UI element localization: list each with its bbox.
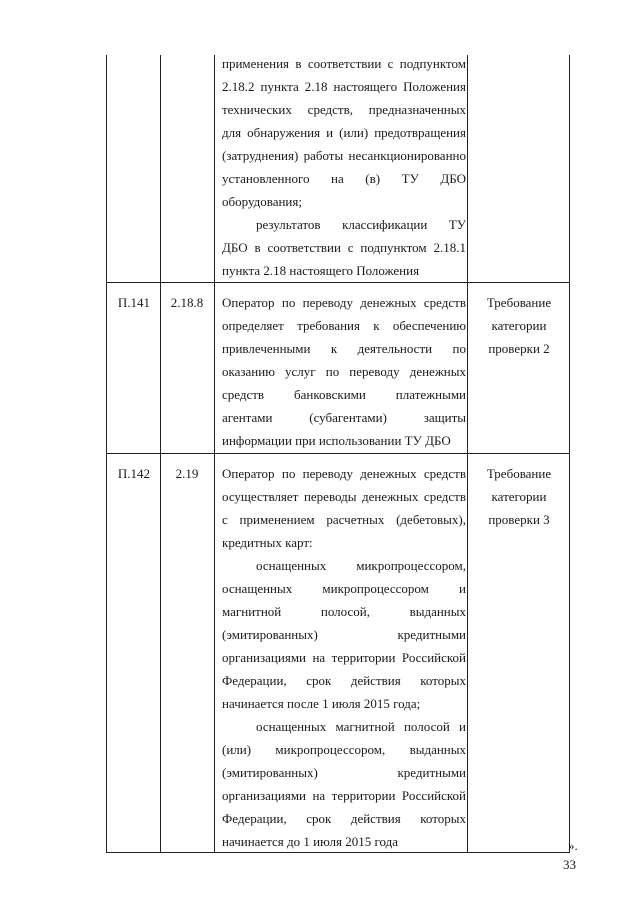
text-line: установленного на (в) ТУ ДБО (222, 171, 466, 186)
text-line: проверки 3 (488, 512, 550, 527)
text-line: Оператор по переводу денежных средств (222, 295, 466, 310)
requirement-cell (471, 462, 567, 531)
row-main-cell (222, 291, 466, 452)
text-line: 2.18.2 пункта 2.18 настоящего Положения (222, 79, 466, 94)
text-line: начинается после 1 июля 2015 года; (222, 696, 421, 711)
text-line: категории (491, 318, 547, 333)
text-line: организациями на территории Российской (222, 788, 466, 803)
text-line: магнитной полосой, выданных (222, 604, 466, 619)
table-divider-col3 (467, 55, 468, 853)
text-line: привлеченными к деятельности по (222, 341, 466, 356)
text-line: кредитных карт: (222, 535, 313, 550)
text-line: проверки 2 (488, 341, 550, 356)
text-line: категории (491, 489, 547, 504)
continuation-main-cell (222, 52, 466, 282)
row-separator-2 (106, 453, 570, 454)
text-line: с применением расчетных (дебетовых), (222, 512, 466, 527)
row-number-cell: П.142 (117, 466, 151, 481)
text-line: Требование (486, 466, 552, 481)
row-separator-1 (106, 282, 570, 283)
table-divider-col2 (214, 55, 215, 853)
closing-quote: ». (568, 838, 578, 853)
text-line: организациями на территории Российской (222, 650, 466, 665)
row-main-cell (222, 462, 466, 853)
section-cell: 2.18.8 (170, 295, 204, 310)
text-line: агентами (субагентами) защиты (222, 410, 466, 425)
table-border-right (569, 55, 570, 853)
text-line: начинается до 1 июля 2015 года (222, 834, 398, 849)
text-line: Оператор по переводу денежных средств (222, 466, 466, 481)
text-line: оснащенных микропроцессором, (256, 558, 466, 573)
section-cell: 2.19 (175, 466, 199, 481)
text-line: оснащенных микропроцессором и (222, 581, 466, 596)
text-line: ДБО в соответствии с подпунктом 2.18.1 (222, 240, 466, 255)
text-line: осуществляет переводы денежных средств (222, 489, 466, 504)
text-line: применения в соответствии с подпунктом (222, 56, 466, 71)
text-line: (эмитированных) кредитными (222, 765, 466, 780)
text-line: Федерации, срок действия которых (222, 673, 466, 688)
text-line: оборудования; (222, 194, 302, 209)
text-line: оснащенных магнитной полосой и (256, 719, 466, 734)
row-number-cell: П.141 (117, 295, 151, 310)
text-line: пункта 2.18 настоящего Положения (222, 263, 420, 278)
text-line: определяет требования к обеспечению (222, 318, 466, 333)
text-line: для обнаружения и (или) предотвращения (222, 125, 466, 140)
text-line: оказанию услуг по переводу денежных (222, 364, 466, 379)
text-line: (или) микропроцессором, выданных (222, 742, 466, 757)
text-line: информации при использовании ТУ ДБО (222, 433, 451, 448)
table-divider-col1 (160, 55, 161, 853)
table-border-left (106, 55, 107, 853)
text-line: (затруднения) работы несанкционированно (222, 148, 466, 163)
text-line: технических средств, предназначенных (222, 102, 466, 117)
requirement-cell (471, 291, 567, 360)
text-line: средств банковскими платежными (222, 387, 466, 402)
text-line: (эмитированных) кредитными (222, 627, 466, 642)
text-line: результатов классификации ТУ (256, 217, 466, 232)
text-line: Федерации, срок действия которых (222, 811, 466, 826)
page-number: 33 (563, 857, 576, 872)
text-line: Требование (486, 295, 552, 310)
